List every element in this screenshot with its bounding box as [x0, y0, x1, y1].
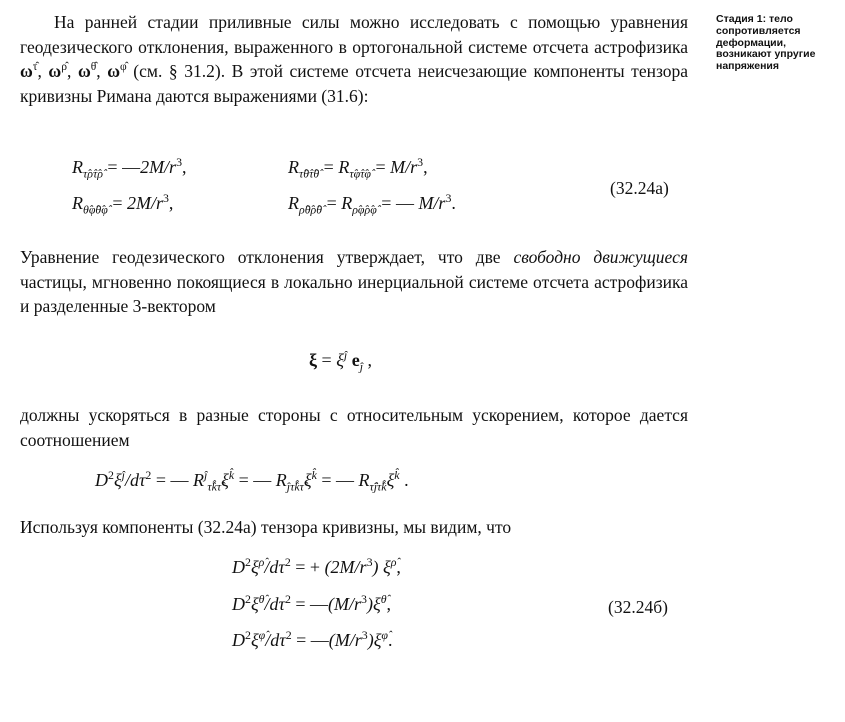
paragraph-intro: [20, 10, 688, 108]
paragraph-deviation: Уравнение геодезического отклонения утверждает, что две свободно движущиеся частицы, мгновенно покоящиеся в локально инерциальной системе отсчета астрофизика и разделенные 3-вектором: [20, 247, 688, 316]
equation-number-32-24b: (32.24б): [608, 597, 668, 617]
equation-32-24a-line1-right: $R_{\taû\thetâ\taû\thetâ} = R_{\taû\varphî\taû\varphî} = M/r^3$,: [288, 155, 428, 181]
equation-32-24a-line2-right: $R_{\rhô\thetâ\rhô\thetâ} = R_{\rhô\varphî\rhô\varphî}$ = — $M/r^3$.: [288, 191, 456, 217]
equation-32-24b-line2: $D^2\xi^{\thetâ}/d\tau^2$ = $—(M/r^3)\xi^{\thetâ}$,: [232, 592, 392, 614]
equation-xi-vector: $\xi = \xi^ĵ$ $e_ĵ$ ,: [309, 348, 373, 374]
margin-note: Стадия 1: тело сопротивляется деформации, возникают упругие напряжения: [716, 13, 816, 73]
equation-32-24b-line3: $D^2\xi^{\varphî}/d\tau^2$ = $—(M/r^3)\xi^{\varphî}$.: [232, 628, 393, 650]
equation-32-24b-line1: $D^2\xi^{\rhô}/d\tau^2$ = + $(2M/r^3)$ $\xi^{\rhô}$,: [232, 555, 401, 577]
equation-32-24a-line1-left: $R_{\taû\rhô\taû\rhô}$ = $—2M/r^3$,: [72, 155, 187, 181]
paragraph-acceleration: должны ускоряться в разные стороны с относительным ускорением, которое дается соотношением: [20, 405, 688, 450]
equation-number-32-24a: (32.24а): [610, 178, 669, 198]
italic-emphasis: свободно движущиеся: [513, 247, 688, 267]
paragraph-intro-text: На ранней стадии приливные силы можно исследовать с помощью уравнения геодезического отклонения, выраженного в ортогональной системе отсчета астрофизика $\omega^{\taû}$, $\omega^{\rhô}$, $\omega^{\thetâ}$, $\omega^{\varphî}$ (см. § 31.2). В этой системе отсчета неисчезающие компоненты тензора кривизны Римана даются выражениями (31.6):: [20, 12, 689, 106]
equation-32-24a-line2-left: $R_{\thetâ\varphî\thetâ\varphî} = 2M/r^3$,: [72, 191, 174, 217]
equation-relative-acceleration: $D^2\xi^ĵ/d\tau^2$ = — $R^ĵ_{\taûk̂\taû}\xi^{k̂}$ = — $R_{ĵ\taûk̂\taû}\xi^{k̂}$ = — $R_{\taûĵ\taûk̂}\xi^{k̂}$ .: [95, 468, 409, 494]
paragraph-using-components: Используя компоненты (32.24а) тензора кривизны, мы видим, что: [20, 517, 512, 537]
